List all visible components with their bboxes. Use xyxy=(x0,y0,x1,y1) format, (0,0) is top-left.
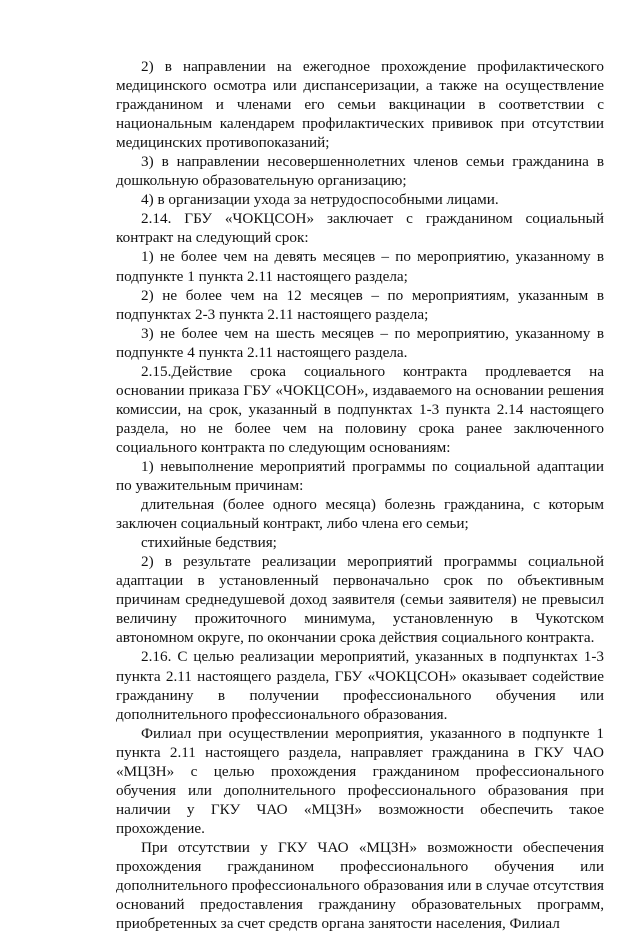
paragraph-non-fulfillment: 1) невыполнение мероприятий программы по социальной адаптации по уважительным причинам: xyxy=(116,457,604,495)
paragraph-income-result: 2) в результате реализации мероприятий программы социальной адаптации в установленный первоначально срок по объективным причинам среднедушевой доход заявителя (семьи заявителя) не превысил величину прожиточного минимума, установленную в Чукотском автономном округе, по окончании срока действия социального контракта. xyxy=(116,553,604,647)
paragraph-disasters: стихийные бедствия; xyxy=(141,534,277,552)
paragraph-term-twelve-months: 2) не более чем на 12 месяцев – по мероприятиям, указанным в подпунктах 2-3 пункта 2.11 настоящего раздела; xyxy=(116,286,604,323)
paragraph-care: 4) в организации ухода за нетрудоспособными лицами. xyxy=(141,191,499,209)
paragraph-preschool: 3) в направлении несовершеннолетних членов семьи гражданина в дошкольную образовательную организацию; xyxy=(116,153,604,190)
paragraph-medical-examination: 2) в направлении на ежегодное прохождение профилактического медицинского осмотра или диспансеризации, а также на осуществление гражданином и членами его семьи вакцинации в соответствии с национальным календарем профилактических прививок при отсутствии медицинских противопоказаний; xyxy=(116,58,604,152)
paragraph-section-2-16: 2.16. С целью реализации мероприятий, указанных в подпунктах 1-3 пункта 2.11 настоящего раздела, ГБУ «ЧОКЦСОН» оказывает содействие гражданину в получении профессионального обучения или дополнительного профессионального образования. xyxy=(116,648,604,723)
paragraph-section-2-14: 2.14. ГБУ «ЧОКЦСОН» заключает с гражданином социальный контракт на следующий срок: xyxy=(116,210,604,247)
paragraph-branch-referral: Филиал при осуществлении мероприятия, указанного в подпункте 1 пункта 2.11 настоящего раздела, направляет гражданина в ГКУ ЧАО «МЦЗН» с целью прохождения гражданином профессионального обучения или дополнительного профессионального образования при наличии у ГКУ ЧАО «МЦЗН» возможности обеспечить такое прохождение. xyxy=(116,724,604,837)
paragraph-term-nine-months: 1) не более чем на девять месяцев – по мероприятию, указанному в подпункте 1 пункта 2.11 настоящего раздела; xyxy=(116,248,604,285)
paragraph-section-2-15: 2.15.Действие срока социального контракта продлевается на основании приказа ГБУ «ЧОКЦСОН», издаваемого на основании решения комиссии, на срок, указанный в подпунктах 1-3 пункта 2.14 настоящего раздела, но не более чем на половину срока ранее заключенного социального контракта по следующим основаниям: xyxy=(116,362,604,456)
paragraph-term-six-months: 3) не более чем на шесть месяцев – по мероприятию, указанному в подпункте 4 пункта 2.11 настоящего раздела. xyxy=(116,324,604,361)
paragraph-absence-of-capacity: При отсутствии у ГКУ ЧАО «МЦЗН» возможности обеспечения прохождения гражданином профессионального обучения или дополнительного профессионального образования или в случае отсутствия оснований предоставления гражданину образовательных программ, приобретенных за счет средств органа занятости населения, Филиал xyxy=(116,838,604,933)
paragraph-illness: длительная (более одного месяца) болезнь гражданина, с которым заключен социальный контракт, либо члена его семьи; xyxy=(116,496,604,533)
document-body xyxy=(116,57,604,933)
